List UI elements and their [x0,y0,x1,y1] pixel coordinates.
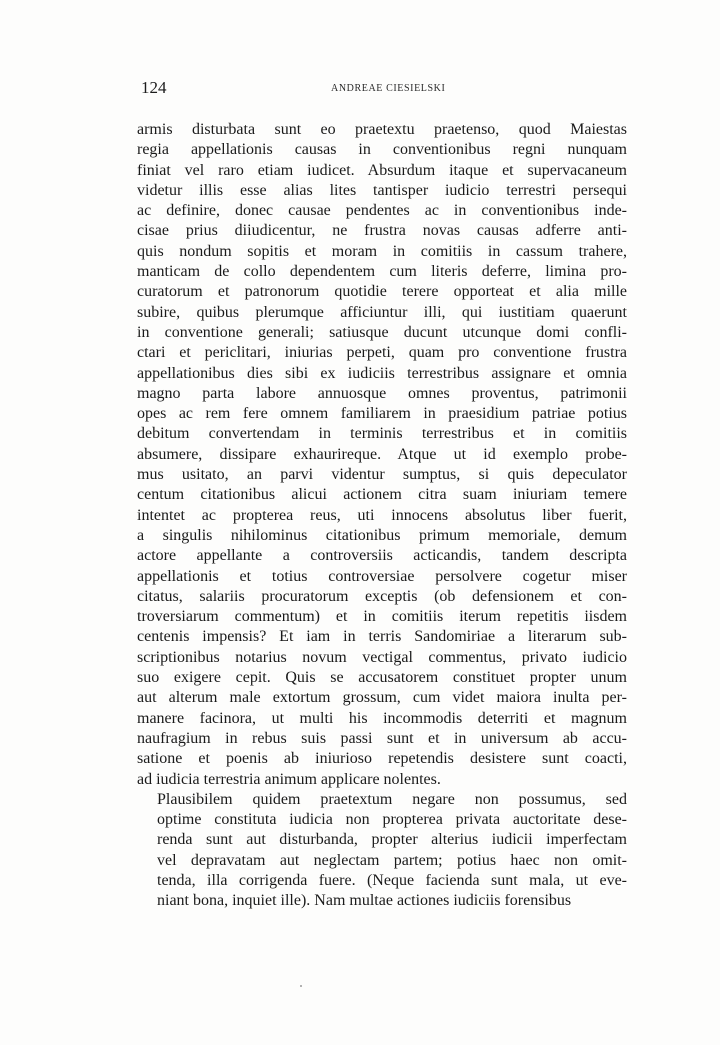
text-line: appellationis et totius controversiae persolvere cogetur miser [137,567,627,585]
text-line: finiat vel raro etiam iudicet. Absurdum itaque et supervacaneum [137,161,627,179]
text-line: citatus, salariis procuratorum exceptis (ob defensionem et con- [137,587,627,605]
text-line: actore appellante a controversiis acticandis, tandem descripta [137,547,627,565]
text-line: satione et poenis ab iniurioso repetendis desistere sunt coacti, [137,750,627,768]
running-header [137,78,629,100]
text-line: in conventione generali; satiusque ducunt utcunque domi confli- [137,323,627,341]
body-text [137,120,627,912]
text-line: armis disturbata sunt eo praetextu praetenso, quod Maiestas [137,121,627,138]
text-line: opes ac rem fere omnem familiarem in praesidium patriae potius [137,405,627,423]
text-line: aut alterum male extortum grossum, cum videt maiora inulta per- [137,689,627,707]
text-line: vel depravatam aut neglectam partem; potius haec non omit- [157,851,627,869]
text-line: magno parta labore annuosque omnes proventus, patrimonii [137,384,627,402]
text-line: absumere, dissipare exhaurireque. Atque ut id exemplo probe- [137,445,627,463]
text-line: Plausibilem quidem praetextum negare non possumus, sed [157,790,627,808]
text-line: quis nondum sopitis et moram in comitiis in cassum trahere, [137,242,627,260]
scan-speck [300,985,302,987]
text-line: troversiarum commentum) et in comitiis iterum repetitis iisdem [137,608,627,626]
text-line: suo exigere cepit. Quis se accusatorem constituet propter unum [137,669,627,687]
page-number: 124 [141,78,167,97]
text-line: scriptionibus notarius novum vectigal commentus, privato iudicio [137,648,627,666]
paragraph [137,790,627,912]
text-line: ctari et periclitari, iniurias perpeti, quam pro conventione frustra [137,344,627,362]
text-line: debitum convertendam in terminis terrestribus et in comitiis [137,425,627,443]
text-line: ac definire, donec causae pendentes ac in conventionibus inde- [137,202,627,220]
text-line: regia appellationis causas in conventionibus regni nunquam [137,141,627,159]
text-line: curatorum et patronorum quotidie terere opporteat et alia mille [137,283,627,301]
text-line: a singulis nihilominus citationibus primum memoriale, demum [137,526,627,544]
text-line: videtur illis esse alias lites tantisper iudicio terrestri persequi [137,181,627,199]
text-line: centum citationibus alicui actionem citra suam iniuriam temere [137,486,627,504]
text-line: naufragium in rebus suis passi sunt et in universum ab accu- [137,729,627,747]
text-line: renda sunt aut disturbanda, propter alterius iudicii imperfectam [157,831,627,849]
text-line: ad iudicia terrestria animum applicare nolentes. [137,770,441,788]
text-line: manere facinora, ut multi his incommodis deterriti et magnum [137,709,627,727]
text-line: niant bona, inquiet ille). Nam multae actiones iudiciis forensibus [157,892,572,910]
running-title: ANDREAE CIESIELSKI [331,83,446,94]
text-line: appellationibus dies sibi ex iudiciis terrestribus assignare et omnia [137,364,627,382]
text-line: cisae prius diiudicentur, ne frustra novas causas adferre anti- [137,222,627,240]
text-line: centenis impensis? Et iam in terris Sandomiriae a literarum sub- [137,628,627,646]
text-line: mus usitato, an parvi videntur sumptus, si quis depeculator [137,466,627,484]
text-line: intentet ac propterea reus, uti innocens absolutus liber fuerit, [137,506,627,524]
text-line: tenda, illa corrigenda fuere. (Neque facienda sunt mala, ut eve- [157,871,627,889]
text-line: subire, quibus plerumque afficiuntur illi, qui iustitiam quaerunt [137,303,627,321]
paragraph [137,120,627,790]
text-line: optime constituta iudicia non propterea privata auctoritate dese- [157,811,627,829]
text-line: manticam de collo dependentem cum literis deferre, limina pro- [137,263,627,281]
